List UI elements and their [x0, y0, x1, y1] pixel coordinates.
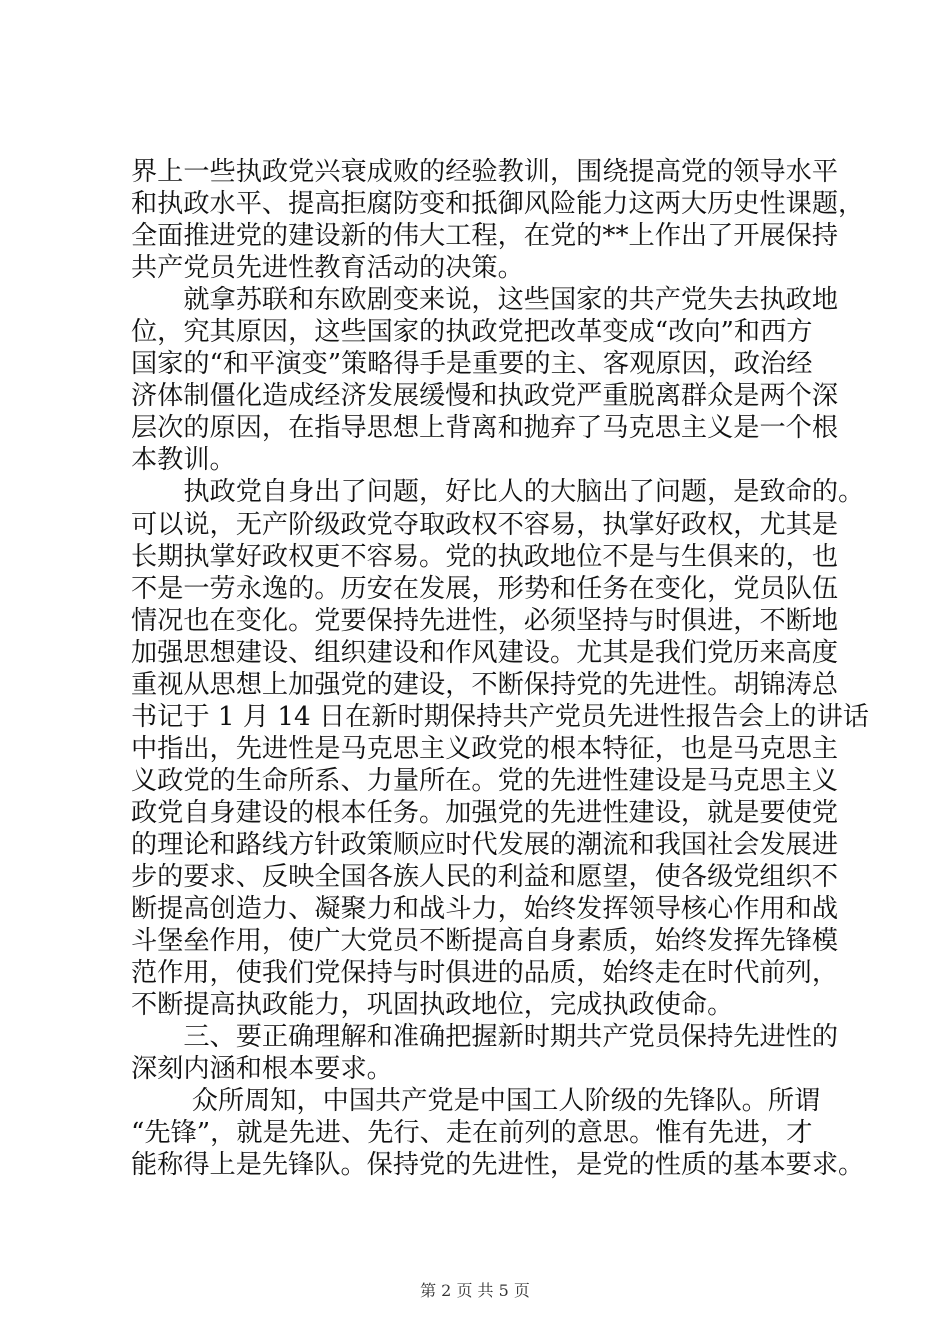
text-line: 中指出，先进性是马克思主义政党的根本特征，也是马克思主 [131, 733, 839, 764]
text-line: 不断提高执政能力，巩固执政地位，完成执政使命。 [131, 990, 734, 1021]
text-line: 本教训。 [131, 445, 236, 476]
text-line: 步的要求、反映全国各族人民的利益和愿望，使各级党组织不 [131, 862, 839, 893]
text-line: 众所周知，中国共产党是中国工人阶级的先锋队。所谓 [131, 1086, 821, 1117]
text-line: 能称得上是先锋队。保持党的先进性，是党的性质的基本要求。 [131, 1150, 865, 1181]
text-line: 斗堡垒作用，使广大党员不断提高自身素质，始终发挥先锋模 [131, 926, 839, 957]
text-line: 情况也在变化。党要保持先进性，必须坚持与时俱进，不断地 [131, 605, 839, 636]
text-line: 层次的原因，在指导思想上背离和抛弃了马克思主义是一个根 [131, 413, 839, 444]
page-number-footer: 第 2 页 共 5 页 [420, 1281, 530, 1300]
text-line: 断提高创造力、凝聚力和战斗力，始终发挥领导核心作用和战 [131, 894, 839, 925]
text-line: 义政党的生命所系、力量所在。党的先进性建设是马克思主义 [131, 765, 839, 796]
text-line: 加强思想建设、组织建设和作风建设。尤其是我们党历来高度 [131, 637, 839, 668]
text-line: 书记于 1 月 14 日在新时期保持共产党员先进性报告会上的讲话 [131, 701, 869, 732]
text-line: 政党自身建设的根本任务。加强党的先进性建设，就是要使党 [131, 797, 839, 828]
text-line: “先锋”，就是先进、先行、走在前列的意思。惟有先进，才 [131, 1118, 813, 1149]
text-line: 济体制僵化造成经济发展缓慢和执政党严重脱离群众是两个深 [131, 381, 839, 412]
text-line: 就拿苏联和东欧剧变来说，这些国家的共产党失去执政地 [131, 285, 839, 316]
text-line: 全面推进党的建设新的伟大工程，在党的**上作出了开展保持 [131, 221, 839, 252]
document-body [131, 156, 869, 1182]
text-line: 三、要正确理解和准确把握新时期共产党员保持先进性的 [131, 1022, 839, 1053]
text-line: 范作用，使我们党保持与时俱进的品质，始终走在时代前列， [131, 958, 839, 989]
text-line: 位，究其原因，这些国家的执政党把改革变成“改向”和西方 [131, 317, 813, 348]
text-line: 的理论和路线方针政策顺应时代发展的潮流和我国社会发展进 [131, 829, 839, 860]
text-line: 不是一劳永逸的。历安在发展，形势和任务在变化，党员队伍 [131, 573, 839, 604]
text-line: 深刻内涵和根本要求。 [131, 1054, 393, 1085]
text-line: 长期执掌好政权更不容易。党的执政地位不是与生俱来的，也 [131, 541, 839, 572]
text-line: 界上一些执政党兴衰成败的经验教训，围绕提高党的领导水平 [131, 157, 839, 187]
text-line: 国家的“和平演变”策略得手是重要的主、客观原因，政治经 [131, 349, 813, 380]
text-line: 执政党自身出了问题，好比人的大脑出了问题，是致命的。 [131, 477, 865, 508]
text-line: 重视从思想上加强党的建设，不断保持党的先进性。胡锦涛总 [131, 669, 839, 700]
text-line: 和执政水平、提高拒腐防变和抵御风险能力这两大历史性课题， [131, 189, 865, 220]
text-line: 共产党员先进性教育活动的决策。 [131, 253, 524, 284]
text-line: 可以说，无产阶级政党夺取政权不容易，执掌好政权，尤其是 [131, 509, 839, 540]
